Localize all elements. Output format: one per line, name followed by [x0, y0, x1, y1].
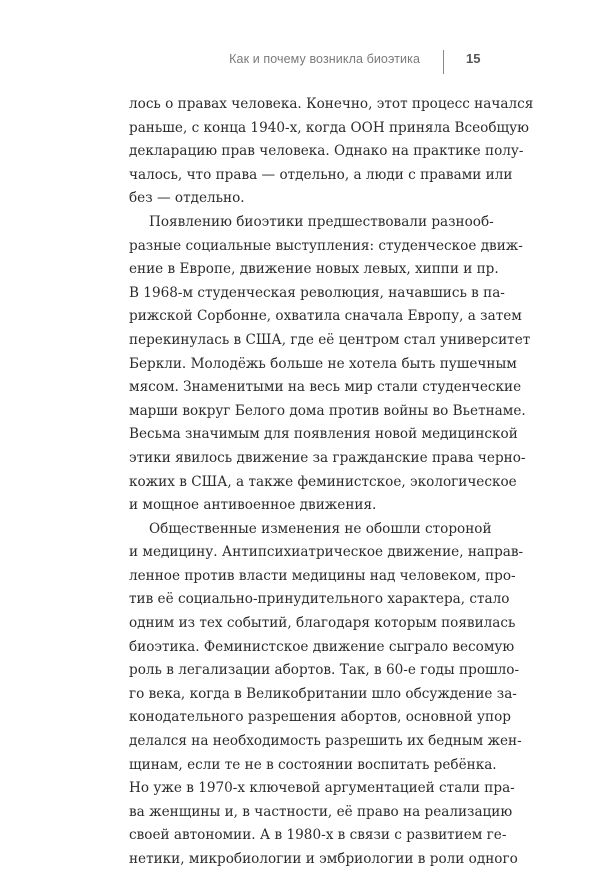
text-line: биоэтика. Феминистское движение сыграло весомую	[129, 638, 515, 655]
text-line: этики явилось движение за гражданские права черно-	[129, 449, 526, 466]
text-line: ва женщины и, в частности, её право на реализацию	[129, 803, 513, 820]
text-line: перекинулась в США, где её центром стал университет	[129, 331, 531, 348]
text-line: кожих в США, а также феминистское, экологическое	[129, 473, 517, 490]
text-line: чалось, что права — отдельно, а люди с правами или	[129, 166, 513, 183]
text-line: делался на необходимость разрешить их бедным жен-	[129, 733, 522, 750]
running-header	[0, 50, 600, 74]
text-line: ение в Европе, движение новых левых, хиппи и пр.	[129, 261, 499, 278]
text-line: ленное против власти медицины над человеком, про-	[129, 567, 516, 584]
page-number: 15	[466, 51, 481, 66]
text-line: роль в легализации абортов. Так, в 60-е годы прошло-	[129, 662, 520, 679]
text-line: го века, когда в Великобритании шло обсуждение за-	[129, 685, 517, 702]
text-line: В 1968-м студенческая революция, начавшись в па-	[129, 284, 505, 301]
text-line: и медицину. Антипсихиатрическое движение, направ-	[129, 544, 524, 561]
text-line: одним из тех событий, благодаря которым появилась	[129, 615, 516, 632]
text-line: своей автономии. А в 1980-х в связи с развитием ге-	[129, 827, 507, 844]
text-line: рижской Сорбонне, охватила сначала Европу, а затем	[129, 308, 522, 325]
text-line: Весьма значимым для появления новой медицинской	[129, 426, 518, 443]
text-line: декларацию прав человека. Однако на практике полу-	[129, 143, 524, 160]
text-line: Но уже в 1970-х ключевой аргументацией стали пра-	[129, 780, 515, 797]
running-header-title: Как и почему возникла биоэтика	[229, 52, 420, 66]
text-line: Беркли. Молодёжь больше не хотела быть пушечным	[129, 355, 517, 372]
text-line: нетики, микробиологии и эмбриологии в роли одного	[129, 851, 518, 867]
text-line: марши вокруг Белого дома против войны во Вьетнаме.	[129, 402, 526, 419]
text-line: лось о правах человека. Конечно, этот процесс начался	[129, 96, 534, 112]
header-divider	[443, 50, 444, 74]
text-line: Появлению биоэтики предшествовали разнооб-	[149, 213, 494, 230]
body-text	[129, 93, 534, 872]
text-line: мясом. Знаменитыми на весь мир стали студенческие	[129, 379, 522, 396]
text-line: тив её социально-принудительного характера, стало	[129, 591, 510, 608]
text-line: без — отдельно.	[129, 190, 245, 207]
text-line: раньше, с конца 1940-х, когда ООН приняла Всеобщую	[129, 119, 530, 136]
text-line: разные социальные выступления: студенческое движ-	[129, 237, 523, 254]
text-line: Общественные изменения не обошли стороной	[149, 520, 492, 537]
text-line: щинам, если те не в состоянии воспитать ребёнка.	[129, 756, 497, 773]
text-line: и мощное антивоенное движения.	[129, 497, 377, 514]
text-line: конодательного разрешения абортов, основной упор	[129, 709, 511, 726]
